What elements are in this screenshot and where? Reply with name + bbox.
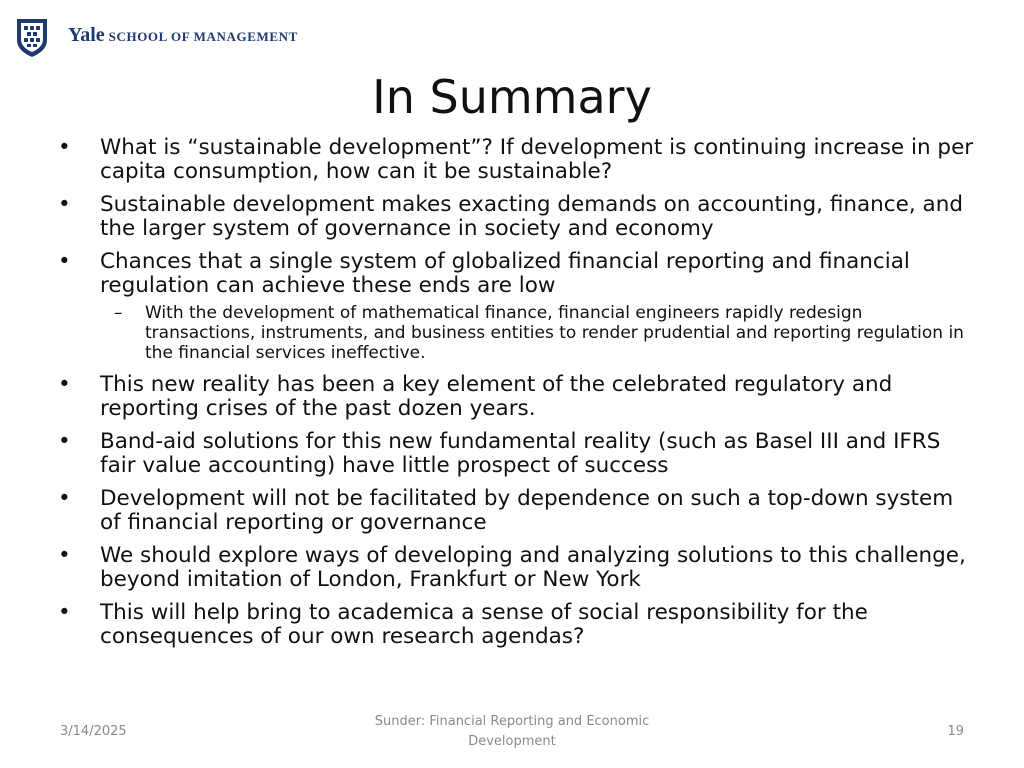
logo-yale-text: Yale (68, 23, 105, 46)
page-number: 19 (947, 724, 964, 739)
bullet-text: What is “sustainable development”? If development is continuing increase in per capita consumption, how can it be sustainable? (100, 135, 974, 184)
bullet-icon: • (58, 135, 71, 160)
dash-icon: – (114, 303, 123, 323)
yale-som-logo (16, 18, 298, 58)
bullet-text: This will help bring to academica a sense of social responsibility for the consequences of our own research agendas? (100, 600, 868, 649)
bullet-icon: • (58, 600, 71, 625)
logo-school-text: SCHOOL OF MANAGEMENT (108, 28, 298, 44)
bullet-icon: • (58, 429, 71, 454)
footer-title-line2: Development (468, 734, 556, 749)
bullet-item (58, 601, 978, 649)
bullet-text: Sustainable development makes exacting demands on accounting, finance, and the larger system of governance in society and economy (100, 192, 963, 241)
bullet-item (58, 487, 978, 535)
footer-title (352, 712, 672, 752)
bullet-icon: • (58, 249, 71, 274)
bullet-icon: • (58, 192, 71, 217)
bullet-text: Band-aid solutions for this new fundamental reality (such as Basel III and IFRS fair value accounting) have little prospect of success (100, 429, 941, 478)
footer-title-line1: Sunder: Financial Reporting and Economic (374, 714, 650, 729)
bullet-item (58, 430, 978, 478)
bullet-icon: • (58, 486, 71, 511)
bullet-text: Development will not be facilitated by dependence on such a top-down system of financial reporting or governance (100, 486, 954, 535)
bullet-text: We should explore ways of developing and analyzing solutions to this challenge, beyond imitation of London, Frankfurt or New York (100, 543, 966, 592)
bullet-item (58, 193, 978, 241)
bullet-item (58, 373, 978, 421)
bullet-icon: • (58, 543, 71, 568)
sub-bullet-item (100, 303, 978, 363)
sub-bullet-text: With the development of mathematical finance, financial engineers rapidly redesign transactions, instruments, and business entities to render prudential and reporting regulation in the financial services ineffective. (145, 303, 964, 363)
bullet-list (58, 136, 978, 658)
footer-date: 3/14/2025 (60, 724, 127, 739)
bullet-text: Chances that a single system of globalized financial reporting and financial regulation can achieve these ends are low (100, 249, 910, 298)
bullet-item (58, 250, 978, 298)
bullet-item (58, 136, 978, 184)
yale-shield-icon (16, 18, 48, 58)
bullet-text: This new reality has been a key element of the celebrated regulatory and reporting crises of the past dozen years. (100, 372, 893, 421)
bullet-item (58, 544, 978, 592)
logo-text (68, 24, 298, 47)
bullet-icon: • (58, 372, 71, 397)
slide-title: In Summary (372, 70, 652, 124)
